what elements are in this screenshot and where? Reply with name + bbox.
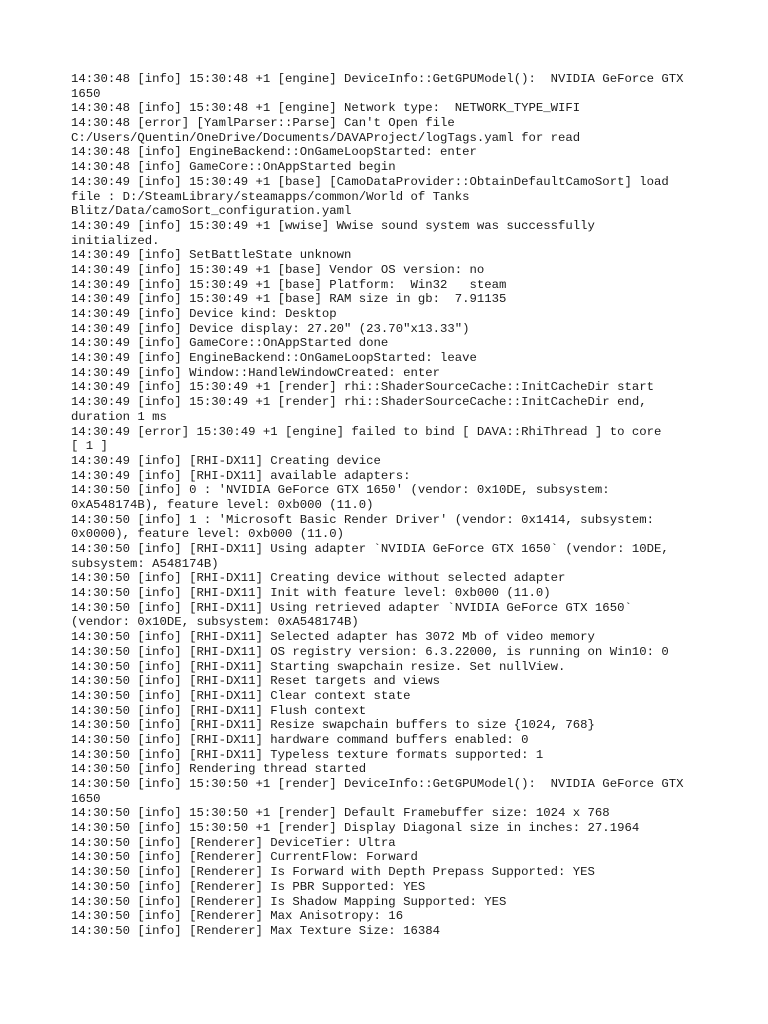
log-line: 14:30:50 [info] [Renderer] Is Shadow Mapping Supported: YES: [71, 894, 507, 909]
log-text-block: [71, 72, 711, 939]
log-line: 14:30:49 [info] 15:30:49 +1 [base] [CamoDataProvider::ObtainDefaultCamoSort] load: [71, 174, 669, 189]
log-line: 14:30:48 [error] [YamlParser::Parse] Can't Open file: [71, 116, 455, 131]
log-line: 14:30:49 [error] 15:30:49 +1 [engine] failed to bind [ DAVA::RhiThread ] to core: [71, 424, 662, 439]
log-line: 14:30:50 [info] [RHI-DX11] Init with feature level: 0xb000 (11.0): [71, 586, 551, 601]
log-line: 14:30:49 [info] [RHI-DX11] Creating device: [71, 453, 381, 468]
log-line: 14:30:48 [info] 15:30:48 +1 [engine] Network type: NETWORK_TYPE_WIFI: [71, 101, 581, 116]
log-line: 14:30:50 [info] 15:30:50 +1 [render] Default Framebuffer size: 1024 x 768: [71, 806, 610, 821]
log-line: 14:30:50 [info] [RHI-DX11] Reset targets and views: [71, 674, 440, 689]
log-line: 14:30:49 [info] Window::HandleWindowCreated: enter: [71, 365, 440, 380]
log-line: 14:30:50 [info] 0 : 'NVIDIA GeForce GTX 1650' (vendor: 0x10DE, subsystem:: [71, 483, 610, 498]
log-line: file : D:/SteamLibrary/steamapps/common/World of Tanks: [71, 189, 470, 204]
log-line: 14:30:48 [info] EngineBackend::OnGameLoopStarted: enter: [71, 145, 477, 160]
log-line: 14:30:49 [info] 15:30:49 +1 [render] rhi::ShaderSourceCache::InitCacheDir start: [71, 380, 654, 395]
log-line: 14:30:50 [info] [RHI-DX11] Using adapter `NVIDIA GeForce GTX 1650` (vendor: 10DE,: [71, 542, 669, 556]
log-line: 14:30:50 [info] 1 : 'Microsoft Basic Render Driver' (vendor: 0x1414, subsystem:: [71, 512, 654, 527]
log-line: 14:30:50 [info] [RHI-DX11] Creating device without selected adapter: [71, 571, 566, 586]
log-line: 14:30:49 [info] Device display: 27.20" (23.70"x13.33"): [71, 321, 470, 336]
log-line: 14:30:49 [info] SetBattleState unknown: [71, 248, 352, 263]
log-line: 14:30:49 [info] 15:30:49 +1 [base] RAM size in gb: 7.91135: [71, 292, 507, 307]
log-line: 14:30:50 [info] 15:30:50 +1 [render] DeviceInfo::GetGPUModel(): NVIDIA GeForce GTX: [71, 777, 684, 791]
log-line: 14:30:49 [info] [RHI-DX11] available adapters:: [71, 468, 411, 483]
log-line: C:/Users/Quentin/OneDrive/Documents/DAVAProject/logTags.yaml for read: [71, 130, 581, 145]
log-line: 14:30:50 [info] [RHI-DX11] Selected adapter has 3072 Mb of video memory: [71, 630, 595, 645]
log-line: 14:30:50 [info] [RHI-DX11] Using retrieved adapter `NVIDIA GeForce GTX 1650`: [71, 600, 632, 615]
log-line: 0x0000), feature level: 0xb000 (11.0): [71, 527, 345, 542]
log-line: 14:30:50 [info] [RHI-DX11] OS registry version: 6.3.22000, is running on Win10: 0: [71, 644, 669, 659]
log-line: 14:30:49 [info] GameCore::OnAppStarted done: [71, 336, 389, 351]
log-line: 14:30:50 [info] [Renderer] Max Texture Size: 16384: [71, 923, 440, 938]
log-line: 14:30:50 [info] [Renderer] DeviceTier: Ultra: [71, 835, 396, 850]
log-line: 0xA548174B), feature level: 0xb000 (11.0): [71, 497, 374, 512]
log-line: 14:30:50 [info] [Renderer] CurrentFlow: Forward: [71, 850, 418, 865]
log-line: 14:30:49 [info] EngineBackend::OnGameLoopStarted: leave: [71, 351, 477, 366]
log-line: 14:30:50 [info] Rendering thread started: [71, 762, 367, 777]
log-line: 14:30:48 [info] GameCore::OnAppStarted begin: [71, 160, 396, 175]
log-line: 14:30:50 [info] 15:30:50 +1 [render] Display Diagonal size in inches: 27.1964: [71, 821, 640, 836]
log-line: 14:30:50 [info] [RHI-DX11] Resize swapchain buffers to size {1024, 768}: [71, 718, 595, 733]
log-line: 14:30:50 [info] [Renderer] Is Forward with Depth Prepass Supported: YES: [71, 865, 595, 880]
log-line: Blitz/Data/camoSort_configuration.yaml: [71, 204, 352, 219]
log-line: 14:30:50 [info] [Renderer] Max Anisotropy: 16: [71, 909, 404, 924]
log-line: subsystem: A548174B): [71, 556, 219, 571]
log-line: 14:30:49 [info] 15:30:49 +1 [render] rhi::ShaderSourceCache::InitCacheDir end,: [71, 395, 647, 410]
log-line: (vendor: 0x10DE, subsystem: 0xA548174B): [71, 615, 359, 630]
log-line: [ 1 ]: [71, 439, 108, 454]
log-line: 14:30:49 [info] Device kind: Desktop: [71, 307, 337, 321]
log-line: duration 1 ms: [71, 409, 167, 424]
log-line: 14:30:50 [info] [RHI-DX11] hardware command buffers enabled: 0: [71, 732, 529, 747]
log-line: 14:30:50 [info] [Renderer] Is PBR Supported: YES: [71, 879, 426, 894]
log-line: 14:30:49 [info] 15:30:49 +1 [base] Platform: Win32 steam: [71, 277, 507, 292]
log-line: 14:30:48 [info] 15:30:48 +1 [engine] DeviceInfo::GetGPUModel(): NVIDIA GeForce GTX: [71, 72, 684, 86]
log-line: 1650: [71, 791, 101, 806]
log-line: 14:30:49 [info] 15:30:49 +1 [base] Vendor OS version: no: [71, 262, 485, 277]
log-line: 1650: [71, 86, 101, 101]
log-line: 14:30:50 [info] [RHI-DX11] Typeless texture formats supported: 1: [71, 747, 544, 762]
log-line: 14:30:50 [info] [RHI-DX11] Clear context state: [71, 688, 411, 703]
log-line: 14:30:50 [info] [RHI-DX11] Flush context: [71, 703, 367, 718]
log-line: 14:30:50 [info] [RHI-DX11] Starting swapchain resize. Set nullView.: [71, 659, 566, 674]
log-line: 14:30:49 [info] 15:30:49 +1 [wwise] Wwise sound system was successfully: [71, 218, 595, 233]
log-line: initialized.: [71, 233, 160, 248]
